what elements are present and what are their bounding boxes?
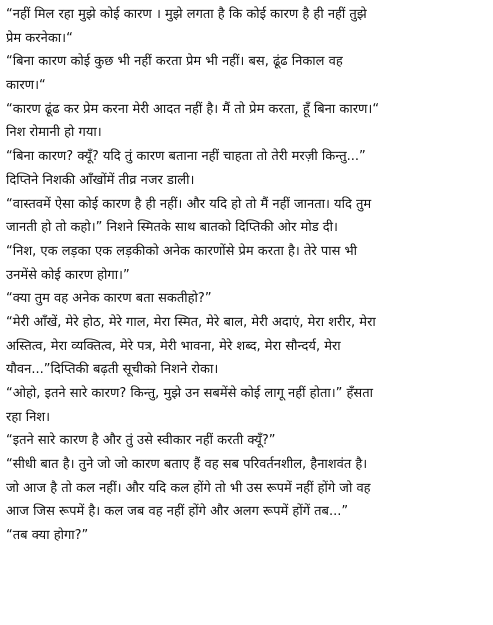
text-line-16: यौवन...”दिप्तिकी बढ़ती सूचीको निशने रोका। bbox=[6, 362, 219, 378]
text-line-12: उनमेंसे कोई कारण होगा।” bbox=[6, 267, 130, 283]
text-line-8: दिप्तिने निशकी आँखोंमें तीव्र नजर डाली। bbox=[6, 172, 195, 188]
text-line-10: जानती हो तो कहो।” निशने स्मितके साथ बातको दिप्तिकी ओर मोड दी। bbox=[6, 220, 338, 236]
text-line-5: “कारण ढूंढ कर प्रेम करना मेरी आदत नहीं है। मैं तो प्रेम करता, हूँ बिना कारण।“ bbox=[6, 101, 380, 117]
text-line-13: “क्या तुम वह अनेक कारण बता सकतीहो?” bbox=[6, 291, 212, 307]
text-line-21: जो आज है तो कल नहीं। और यदि कल होंगे तो भी उस रूपमें नहीं होंगे जो वह bbox=[6, 480, 371, 496]
text-line-19: “इतने सारे कारण है और तुं उसे स्वीकार नहीं करती क्यूँ?” bbox=[6, 433, 276, 449]
text-line-2: प्रेम करनेका।“ bbox=[6, 30, 73, 46]
text-line-17: “ओहो, इतने सारे कारण? किन्तु, मुझे उन सबमेंसे कोई लागू नहीं होता।” हँसता bbox=[6, 386, 373, 401]
text-line-6: निश रोमानी हो गया। bbox=[6, 125, 102, 141]
text-line-15: अस्तित्व, मेरा व्यक्तित्व, मेरे पत्र, मेरी भावना, मेरे शब्द, मेरा सौन्दर्य, मेरा bbox=[6, 338, 341, 354]
text-line-4: कारण।“ bbox=[6, 78, 46, 94]
text-line-20: “सीधी बात है। तुने जो जो कारण बताए हैं वह सब परिवर्तनशील, हैनाशवंत है। bbox=[6, 457, 368, 473]
text-line-9: “वास्तवमें ऐसा कोई कारण है ही नहीं। और यदि हो तो मैं नहीं जानता। यदि तुम bbox=[6, 196, 372, 212]
text-line-3: “बिना कारण कोई कुछ भी नहीं करता प्रेम भी नहीं। बस, ढूंढ निकाल वह bbox=[6, 54, 343, 70]
text-line-1: “नहीं मिल रहा मुझे कोई कारण । मुझे लगता है कि कोई कारण है ही नहीं तुझे bbox=[6, 7, 367, 22]
text-line-14: “मेरी आँखें, मेरे होठ, मेरे गाल, मेरा स्मित, मेरे बाल, मेरी अदाएं, मेरा शरीर, मेरा bbox=[6, 314, 376, 330]
text-line-18: रहा निश। bbox=[6, 409, 51, 425]
text-line-23: “तब क्या होगा?” bbox=[6, 528, 89, 544]
text-line-7: “बिना कारण? क्यूँ? यदि तुं कारण बताना नहीं चाहता तो तेरी मरज़ी किन्तु...” bbox=[6, 149, 366, 165]
text-line-22: आज जिस रूपमें है। कल जब वह नहीं होंगे और अलग रूपमें होंगें तब...” bbox=[6, 504, 349, 520]
text-line-11: “निश, एक लड़का एक लड़कीको अनेक कारणोंसे प्रेम करता है। तेरे पास भी bbox=[6, 243, 358, 259]
